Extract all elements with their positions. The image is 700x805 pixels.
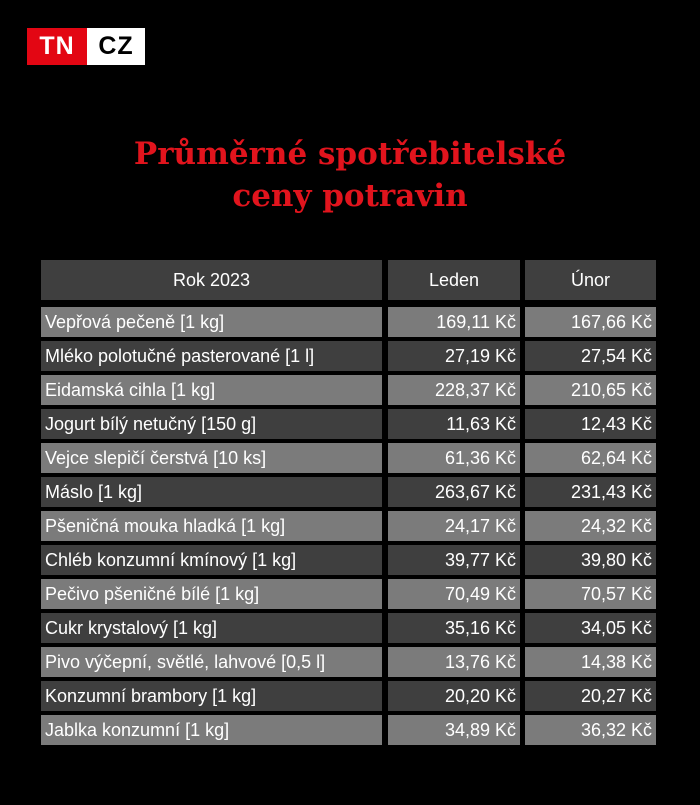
february-price-cell: 14,38 Kč: [525, 647, 656, 677]
page-title: [0, 133, 700, 217]
january-price-cell: 13,76 Kč: [388, 647, 520, 677]
february-price-cell: 231,43 Kč: [525, 477, 656, 507]
table-header-row: [41, 260, 656, 300]
february-price-cell: 20,27 Kč: [525, 681, 656, 711]
january-price-cell: 35,16 Kč: [388, 613, 520, 643]
january-price-cell: 11,63 Kč: [388, 409, 520, 439]
header-february: Únor: [525, 260, 656, 300]
table-row: [41, 579, 656, 609]
february-price-cell: 36,32 Kč: [525, 715, 656, 745]
february-price-cell: 12,43 Kč: [525, 409, 656, 439]
february-price-cell: 210,65 Kč: [525, 375, 656, 405]
january-price-cell: 61,36 Kč: [388, 443, 520, 473]
january-price-cell: 228,37 Kč: [388, 375, 520, 405]
header-year: Rok 2023: [41, 260, 382, 300]
product-name-cell: Mléko polotučné pasterované [1 l]: [41, 341, 382, 371]
february-price-cell: 70,57 Kč: [525, 579, 656, 609]
table-row: [41, 613, 656, 643]
product-name-cell: Vejce slepičí čerstvá [10 ks]: [41, 443, 382, 473]
january-price-cell: 20,20 Kč: [388, 681, 520, 711]
product-name-cell: Vepřová pečeně [1 kg]: [41, 307, 382, 337]
product-name-cell: Eidamská cihla [1 kg]: [41, 375, 382, 405]
logo-cz: CZ: [87, 28, 145, 65]
table-row: [41, 341, 656, 371]
january-price-cell: 263,67 Kč: [388, 477, 520, 507]
january-price-cell: 27,19 Kč: [388, 341, 520, 371]
table-row: [41, 409, 656, 439]
tn-cz-logo: [27, 28, 145, 65]
product-name-cell: Pivo výčepní, světlé, lahvové [0,5 l]: [41, 647, 382, 677]
table-row: [41, 477, 656, 507]
table-row: [41, 715, 656, 745]
table-row: [41, 307, 656, 337]
product-name-cell: Máslo [1 kg]: [41, 477, 382, 507]
header-january: Leden: [388, 260, 520, 300]
product-name-cell: Jablka konzumní [1 kg]: [41, 715, 382, 745]
january-price-cell: 169,11 Kč: [388, 307, 520, 337]
february-price-cell: 34,05 Kč: [525, 613, 656, 643]
february-price-cell: 167,66 Kč: [525, 307, 656, 337]
february-price-cell: 62,64 Kč: [525, 443, 656, 473]
product-name-cell: Chléb konzumní kmínový [1 kg]: [41, 545, 382, 575]
price-table: [41, 260, 656, 749]
product-name-cell: Cukr krystalový [1 kg]: [41, 613, 382, 643]
table-row: [41, 443, 656, 473]
january-price-cell: 70,49 Kč: [388, 579, 520, 609]
table-row: [41, 647, 656, 677]
january-price-cell: 39,77 Kč: [388, 545, 520, 575]
title-line-1: Průměrné spotřebitelské: [133, 136, 567, 172]
logo-tn: TN: [27, 28, 87, 65]
january-price-cell: 34,89 Kč: [388, 715, 520, 745]
table-row: [41, 545, 656, 575]
product-name-cell: Pšeničná mouka hladká [1 kg]: [41, 511, 382, 541]
product-name-cell: Jogurt bílý netučný [150 g]: [41, 409, 382, 439]
february-price-cell: 27,54 Kč: [525, 341, 656, 371]
table-row: [41, 511, 656, 541]
table-row: [41, 681, 656, 711]
february-price-cell: 39,80 Kč: [525, 545, 656, 575]
title-line-2: ceny potravin: [232, 178, 468, 214]
product-name-cell: Konzumní brambory [1 kg]: [41, 681, 382, 711]
january-price-cell: 24,17 Kč: [388, 511, 520, 541]
product-name-cell: Pečivo pšeničné bílé [1 kg]: [41, 579, 382, 609]
table-row: [41, 375, 656, 405]
february-price-cell: 24,32 Kč: [525, 511, 656, 541]
